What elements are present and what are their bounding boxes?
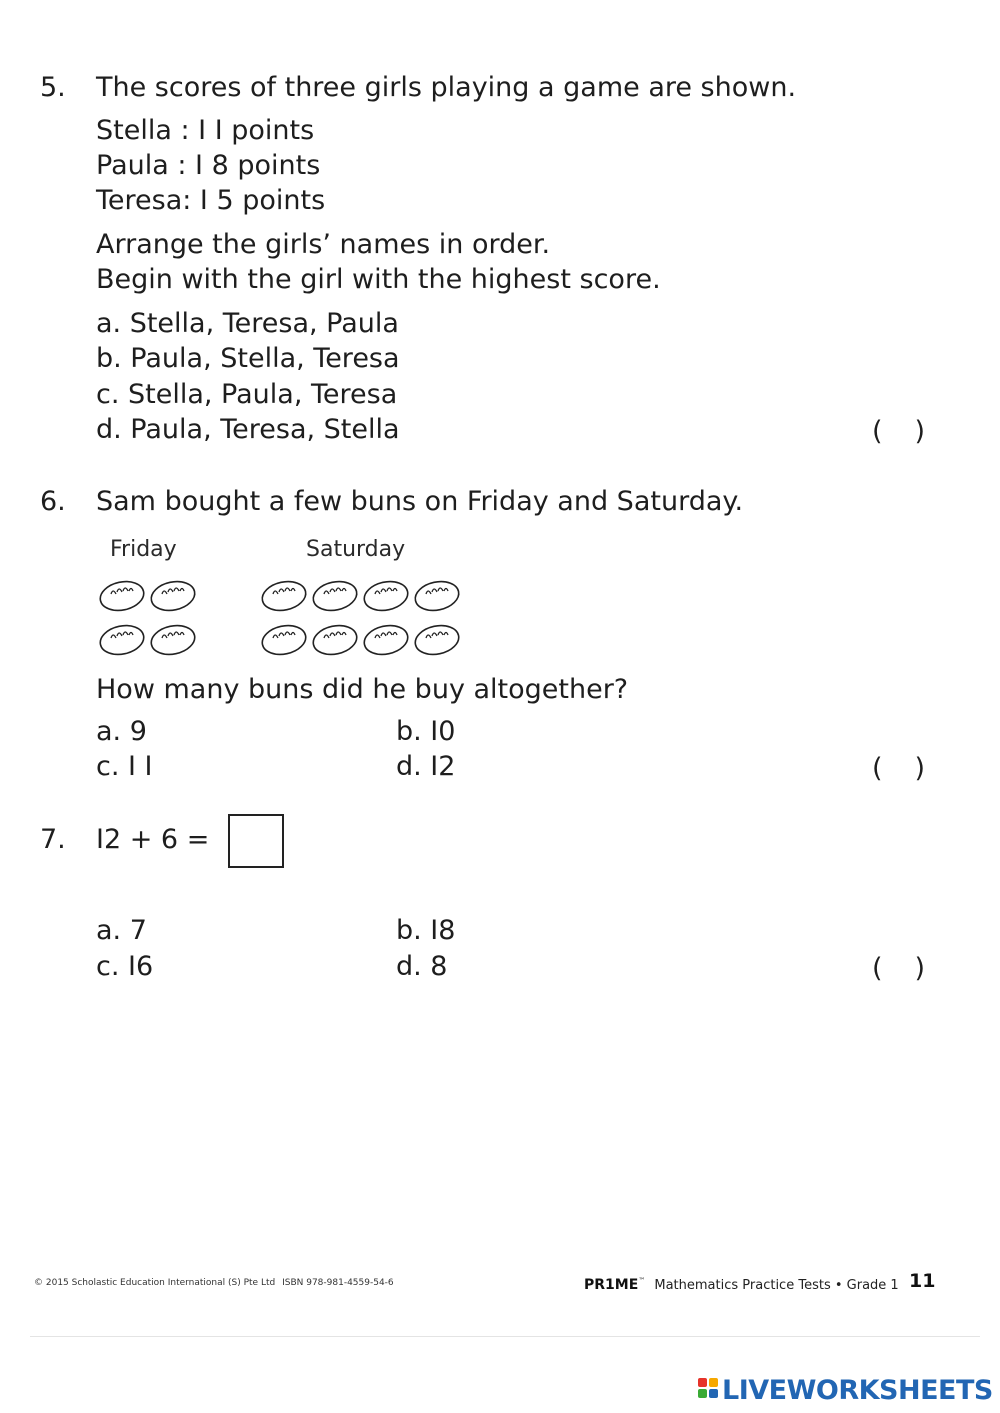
page-number: 11 — [909, 1270, 936, 1292]
bun-icon — [413, 578, 461, 614]
q5-option-d[interactable]: d. Paula, Teresa, Stella — [96, 414, 400, 445]
q7-equation: I2 + 6 = — [96, 824, 210, 855]
liveworksheets-text: LIVEWORKSHEETS — [722, 1374, 993, 1406]
series-title: Mathematics Practice Tests • Grade 1 — [654, 1278, 899, 1293]
bun-icon — [260, 622, 308, 658]
q5-number: 5. — [40, 72, 66, 103]
q6-option-c[interactable]: c. I I — [96, 751, 153, 782]
footer-copyright — [34, 1278, 394, 1288]
footer-divider — [30, 1336, 980, 1337]
q5-instruction-2: Begin with the girl with the highest score. — [96, 264, 661, 295]
bun-icon — [362, 578, 410, 614]
q5-instruction-1: Arrange the girls’ names in order. — [96, 229, 551, 260]
copyright-text: © 2015 Scholastic Education International (S) Pte Ltd — [34, 1278, 276, 1288]
q5-answer-blank[interactable] — [872, 416, 925, 448]
paren-close: ) — [914, 953, 926, 984]
brand-tm: ™ — [638, 1276, 646, 1285]
q6-question: How many buns did he buy altogether? — [96, 674, 629, 705]
q6-option-a[interactable]: a. 9 — [96, 716, 147, 747]
q7-number: 7. — [40, 824, 66, 855]
paren-close: ) — [914, 753, 926, 784]
bun-icon — [98, 622, 146, 658]
q6-option-d[interactable]: d. I2 — [396, 751, 456, 782]
paren-close: ) — [914, 416, 926, 447]
q7-option-b[interactable]: b. I8 — [396, 915, 456, 946]
bun-icon — [311, 622, 359, 658]
bun-icon — [149, 622, 197, 658]
bun-icon — [413, 622, 461, 658]
bun-icon — [362, 622, 410, 658]
liveworksheets-logo — [698, 1376, 993, 1404]
q5-score-teresa: Teresa: I 5 points — [96, 185, 326, 216]
q7-answer-blank[interactable] — [872, 953, 925, 985]
q5-score-paula: Paula : I 8 points — [96, 150, 321, 181]
friday-label: Friday — [110, 537, 177, 562]
bun-icon — [98, 578, 146, 614]
brand-name: PR1ME — [584, 1277, 639, 1293]
saturday-label: Saturday — [306, 537, 406, 562]
q7-option-d[interactable]: d. 8 — [396, 951, 448, 982]
bun-icon — [149, 578, 197, 614]
q5-score-stella: Stella : I I points — [96, 115, 315, 146]
q6-answer-blank[interactable] — [872, 753, 925, 785]
q6-option-b[interactable]: b. I0 — [396, 716, 456, 747]
q7-answer-box[interactable] — [228, 814, 284, 868]
bun-icon — [260, 578, 308, 614]
footer-series — [584, 1274, 899, 1293]
q5-option-b[interactable]: b. Paula, Stella, Teresa — [96, 343, 400, 374]
bun-icon — [311, 578, 359, 614]
q7-option-c[interactable]: c. I6 — [96, 951, 154, 982]
q5-option-a[interactable]: a. Stella, Teresa, Paula — [96, 308, 399, 339]
paren-open: ( — [872, 416, 883, 447]
paren-open: ( — [872, 953, 883, 984]
q7-option-a[interactable]: a. 7 — [96, 915, 147, 946]
q5-text: The scores of three girls playing a game are shown. — [96, 72, 797, 103]
q6-number: 6. — [40, 486, 66, 517]
q6-text: Sam bought a few buns on Friday and Saturday. — [96, 486, 744, 517]
paren-open: ( — [872, 753, 883, 784]
liveworksheets-icon — [698, 1378, 720, 1402]
isbn-text: ISBN 978-981-4559-54-6 — [282, 1278, 394, 1288]
q5-option-c[interactable]: c. Stella, Paula, Teresa — [96, 379, 398, 410]
